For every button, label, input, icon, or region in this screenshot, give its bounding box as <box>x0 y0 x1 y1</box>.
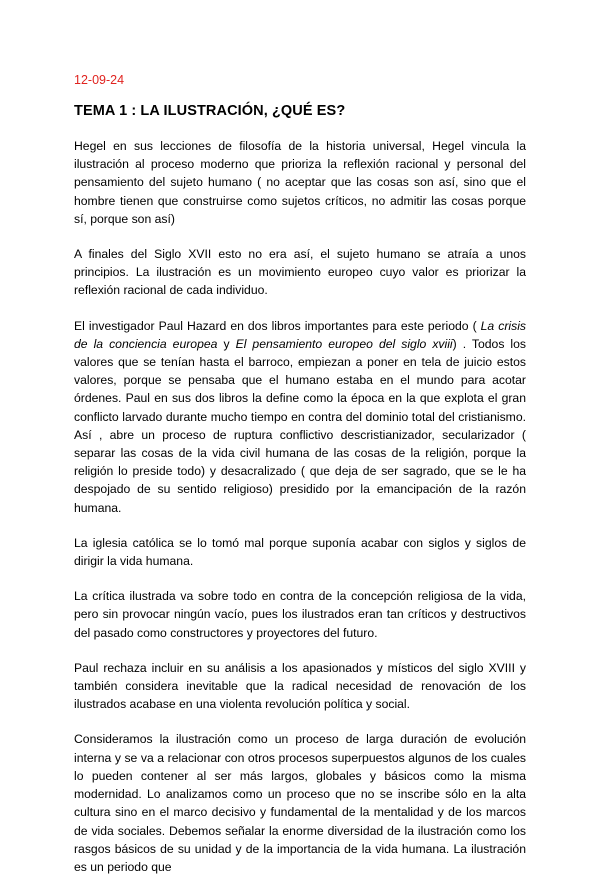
paragraph-hegel: Hegel en sus lecciones de filosofía de la historia universal, Hegel vincula la ilustración al proceso moderno que prioriza la reflexión racional y personal del pensamiento del sujeto humano ( no aceptar que las cosas son así, sino que el hombre tienen que construirse como sujetos críticos, no admitir las cosas porque sí, porque son así) <box>74 139 526 226</box>
paragraph-consideramos: Consideramos la ilustración como un proceso de larga duración de evolución interna y se va a relacionar con otros procesos superpuestos algunos de los cuales lo pueden contener al ser más largos, globales y básicos como la misma modernidad. Lo analizamos como un proceso que no se inscribe sólo en la alta cultura sino en el marco decisivo y fundamental de la mentalidad y de los marcos de vida sociales. Debemos señalar la enorme diversidad de la ilustración como los rasgos básicos de su unidad y de la importancia de la vida humana. La ilustración es un periodo que <box>74 732 526 874</box>
paragraph-paul-hazard <box>74 317 526 517</box>
book-title-pensamiento: El pensamiento europeo del siglo xviii <box>235 336 453 351</box>
paragraph-paul-rechaza: Paul rechaza incluir en su análisis a los apasionados y místicos del siglo XVIII y también considera inevitable que la radical necesidad de renovación de los ilustrados acabase en una violenta revolución política y social. <box>74 660 526 712</box>
paragraph-critica-ilustrada: La crítica ilustrada va sobre todo en contra de la concepción religiosa de la vida, pero sin provocar ningún vacío, pues los ilustrados eran tan críticos y destructivos del pasado como constructores y proyectores del futuro. <box>74 589 526 640</box>
paragraph-paul-hazard-body: ) . Todos los valores que se tenían hasta el barroco, empiezan a poner en tela de juicio estos valores, porque se pensaba que el humano estaba en el mundo para acotar órdenes. Paul en sus dos libros la define como la época en la que explota el gran conflicto larvado durante mucho tiempo en contra del dominio total del cristianismo. Así , abre un proceso de ruptura conflictivo descristianizador, secularizador ( separar las cosas de la vida civil humana de las cosas de la religión, porque la religión lo preside todo) y desacralizado ( que deja de ser sagrado, que se le ha despojado de su sentido religioso) presidido por la emancipación de la razón humana. <box>74 336 527 515</box>
document-date: 12-09-24 <box>74 73 125 87</box>
document-title: TEMA 1 : LA ILUSTRACIÓN, ¿QUÉ ES? <box>74 103 346 119</box>
book-title-crisis: La crisis de la conciencia europea <box>74 318 526 351</box>
paragraph-paul-hazard-connector: y <box>217 336 236 351</box>
paragraph-siglo-xvii: A finales del Siglo XVII esto no era así, el sujeto humano se atraía a unos principios. La ilustración es un movimiento europeo cuyo valor es priorizar la reflexión racional de cada individuo. <box>74 247 526 298</box>
document-page <box>74 72 526 893</box>
paragraph-paul-hazard-intro: El investigador Paul Hazard en dos libros importantes para este periodo ( <box>74 318 481 333</box>
paragraph-iglesia: La iglesia católica se lo tomó mal porque suponía acabar con siglos y siglos de dirigir la vida humana. <box>74 535 526 569</box>
